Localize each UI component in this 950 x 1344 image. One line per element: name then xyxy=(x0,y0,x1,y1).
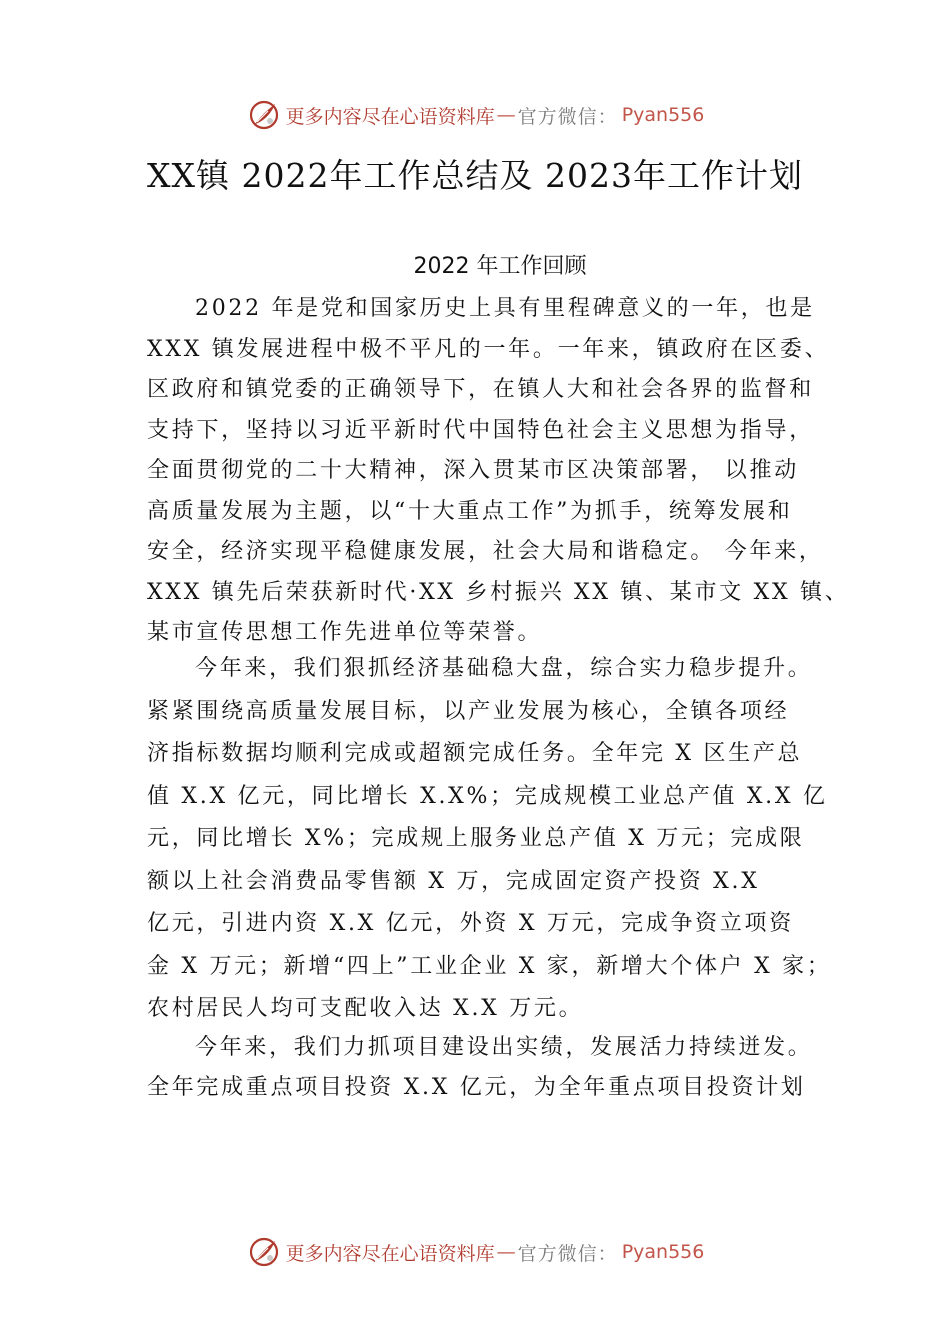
watermark-text: 更多内容尽在心语资料库 xyxy=(285,105,495,128)
paragraph-line: 农村居民人均可支配收入达 X.X 万元。 xyxy=(147,996,584,1021)
paragraph-1 xyxy=(147,289,849,654)
watermark-wechat-id: Pyan556 xyxy=(621,1241,705,1263)
document-title: XX镇 2022年工作总结及 2023年工作计划 xyxy=(147,156,803,195)
watermark-separator: — xyxy=(496,104,516,126)
quill-pen-logo-icon xyxy=(246,1234,282,1270)
watermark-wechat-id: Pyan556 xyxy=(621,104,705,126)
watermark-label: 官方微信： xyxy=(517,105,618,128)
paragraph-line: 额以上社会消费品零售额 X 万，完成固定资产投资 X.X xyxy=(147,868,760,894)
paragraph-line: 值 X.X 亿元，同比增长 X.X%；完成规模工业总产值 X.X 亿 xyxy=(147,783,828,809)
paragraph-line: 全年完成重点项目投资 X.X 亿元，为全年重点项目投资计划 xyxy=(147,1075,806,1100)
quill-pen-logo-icon xyxy=(246,97,282,133)
paragraph-line: 元，同比增长 X%；完成规上服务业总产值 X 万元；完成限 xyxy=(147,826,805,851)
watermark-label: 官方微信： xyxy=(517,1242,618,1265)
paragraph-2 xyxy=(147,648,832,1031)
paragraph-line: XXX 镇先后荣获新时代·XX 乡村振兴 XX 镇、某市文 XX 镇、 xyxy=(147,579,850,605)
paragraph-line: 2022 年是党和国家历史上具有里程碑意义的一年，也是 xyxy=(195,296,815,321)
watermark-text: 更多内容尽在心语资料库 xyxy=(285,1242,495,1265)
paragraph-line: 今年来，我们狠抓经济基础稳大盘，综合实力稳步提升。 xyxy=(195,656,813,681)
paragraph-line: 紧紧围绕高质量发展目标，以产业发展为核心，全镇各项经 xyxy=(147,698,790,724)
paragraph-line: 全面贯彻党的二十大精神，深入贯某市区决策部署， 以推动 xyxy=(147,458,799,483)
footer-watermark xyxy=(0,1232,950,1272)
paragraph-3 xyxy=(147,1028,813,1108)
section-heading: 2022 年工作回顾 xyxy=(413,254,587,279)
paragraph-line: 金 X 万元；新增“四上”工业企业 X 家，新增大个体户 X 家； xyxy=(147,953,832,979)
paragraph-line: 区政府和镇党委的正确领导下，在镇人大和社会各界的监督和 xyxy=(147,377,814,402)
paragraph-line: 支持下，坚持以习近平新时代中国特色社会主义思想为指导， xyxy=(147,417,814,443)
paragraph-line: 安全，经济实现平稳健康发展，社会大局和谐稳定。 今年来， xyxy=(147,539,824,564)
paragraph-line: 亿元，引进内资 X.X 亿元，外资 X 万元，完成争资立项资 xyxy=(147,911,794,936)
paragraph-line: 济指标数据均顺利完成或超额完成任务。全年完 X 区生产总 xyxy=(147,741,803,766)
paragraph-line: 高质量发展为主题，以“十大重点工作”为抓手，统筹发展和 xyxy=(147,498,793,524)
paragraph-line: 今年来，我们力抓项目建设出实绩，发展活力持续迸发。 xyxy=(195,1035,813,1060)
header-watermark xyxy=(0,95,950,135)
paragraph-line: 某市宣传思想工作先进单位等荣誉。 xyxy=(147,620,543,645)
watermark-separator: — xyxy=(496,1241,516,1263)
paragraph-line: XXX 镇发展进程中极不平凡的一年。一年来，镇政府在区委、 xyxy=(147,336,830,362)
